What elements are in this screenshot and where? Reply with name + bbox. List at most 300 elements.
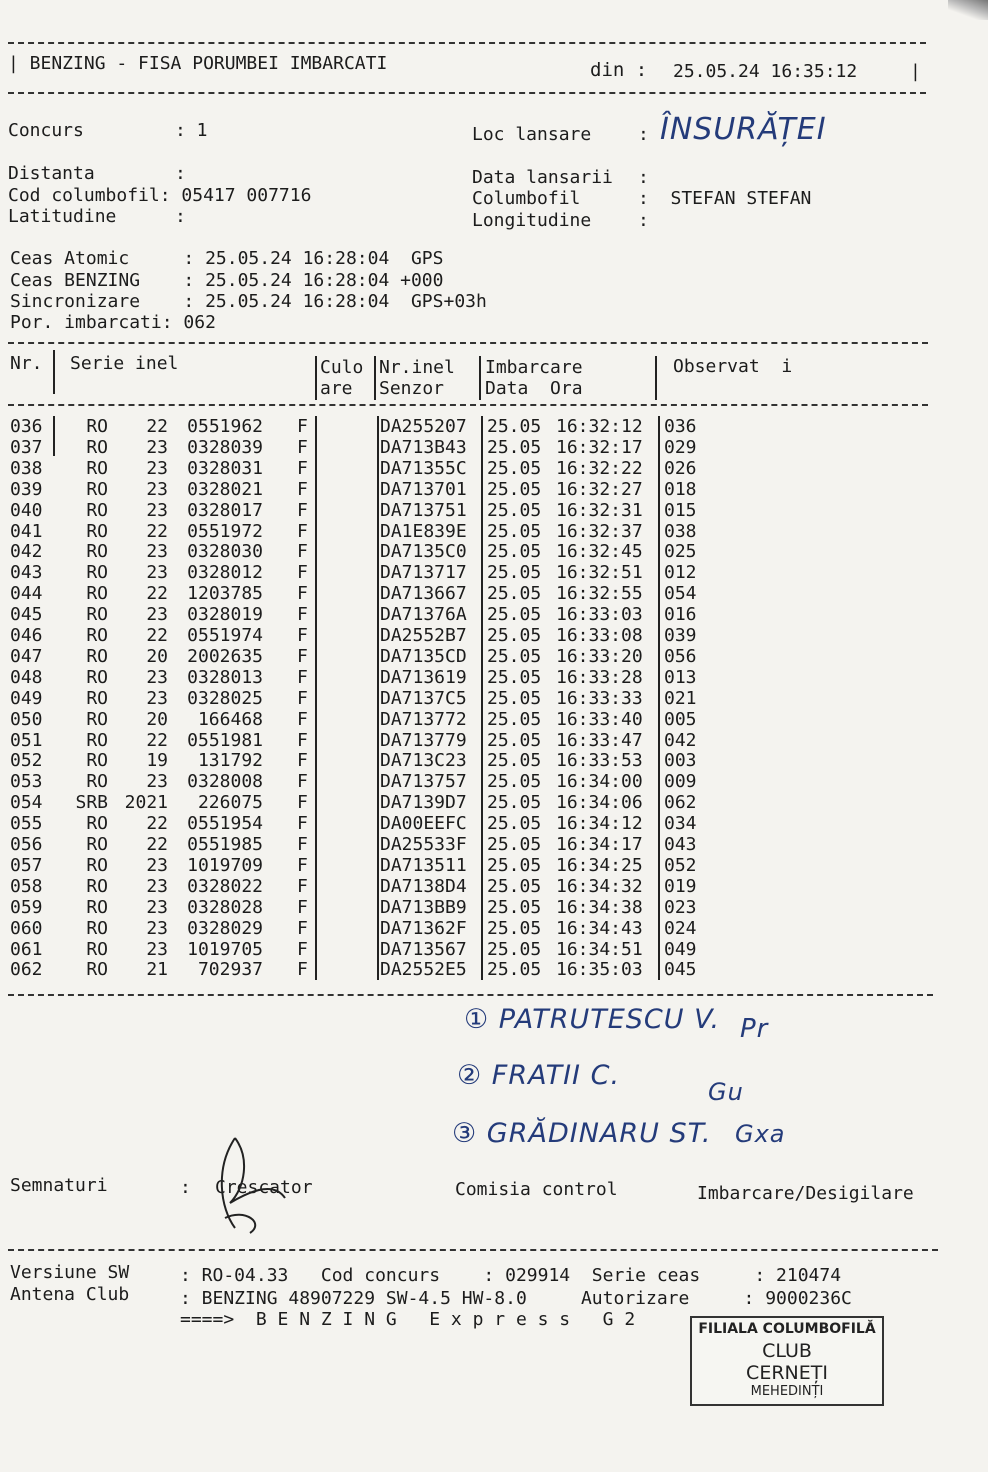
cell-year: 22 [146,729,168,751]
cell-country: RO [86,875,108,897]
columbofil-value: : STEFAN STEFAN [638,188,812,209]
cell-sensor: DA7135CD [380,645,467,667]
table-row [0,479,988,500]
cell-ring: 0328022 [187,875,263,897]
col-divider [374,356,376,400]
distanta-sep: : [175,163,186,184]
cell-ring: 226075 [197,792,263,814]
col-divider [655,356,657,400]
cell-country: RO [86,896,108,918]
col-divider [377,416,379,980]
cell-country: RO [86,478,108,500]
cell-date: 25.05 [487,583,542,605]
cell-sensor: DA713C23 [380,750,467,772]
cell-sex: F [297,771,308,793]
commission-member-2: ② FRATII C. [457,1060,621,1091]
cell-year: 22 [146,834,168,855]
cell-ring: 0328029 [187,917,263,939]
cell-sensor: DA7135C0 [380,541,467,563]
cell-time: 16:33:08 [556,625,643,646]
cell-country: RO [86,666,108,688]
cell-sensor: DA2552E5 [380,959,467,981]
cell-year: 23 [146,499,168,521]
cell-date: 25.05 [487,729,542,751]
cell-sex: F [297,708,308,730]
cell-date: 25.05 [487,416,542,437]
commission-member-1: ① PATRUTESCU V. [464,1004,721,1035]
cell-time: 16:34:00 [556,771,643,793]
cell-nr: 046 [10,625,43,646]
cell-sensor: DA7139D7 [380,792,467,814]
cell-time: 16:32:37 [556,520,643,542]
cell-sex: F [297,645,308,667]
cell-year: 23 [146,917,168,939]
col-divider [315,416,317,980]
cell-code: 023 [664,896,697,918]
cell-nr: 043 [10,562,43,584]
paper-corner-fold [948,0,988,20]
pigeon-table [0,416,988,986]
table-row [0,562,988,583]
cell-sex: F [297,750,308,772]
cell-country: RO [86,416,108,437]
semnaturi-label: Semnaturi [10,1175,108,1196]
cell-year: 23 [146,541,168,563]
cell-sex: F [297,436,308,458]
cell-year: 23 [146,604,168,626]
table-row [0,416,988,437]
cell-sensor: DA713717 [380,562,467,584]
cell-ring: 131792 [197,750,263,772]
cell-code: 049 [664,938,697,960]
cell-nr: 042 [10,541,43,563]
cell-code: 026 [664,457,697,479]
cell-date: 25.05 [487,687,542,709]
cell-sex: F [297,541,308,563]
columbofil-label: Columbofil [472,188,581,209]
table-row [0,959,988,980]
cell-date: 25.05 [487,813,542,835]
table-row [0,688,988,709]
table-row [0,667,988,688]
concurs-value: : 1 [175,120,208,141]
cell-date: 25.05 [487,625,542,646]
cell-date: 25.05 [487,499,542,521]
cell-sex: F [297,625,308,646]
cell-year: 23 [146,875,168,897]
cell-date: 25.05 [487,457,542,479]
cell-time: 16:32:31 [556,499,643,521]
cell-time: 16:32:12 [556,416,643,437]
col-header-nrinel-1: Nr.inel [379,357,455,378]
col-header-nr: Nr. [10,353,43,374]
cell-time: 16:34:12 [556,813,643,835]
header-end-bar: | [910,61,921,82]
col-header-serie: Serie inel [70,353,179,374]
col-header-culoare-2: are [320,378,353,399]
cell-nr: 054 [10,792,43,814]
divider [8,342,928,344]
cell-country: RO [86,813,108,835]
col-divider [53,416,55,456]
cell-time: 16:34:32 [556,875,643,897]
cell-ring: 2002635 [187,645,263,667]
table-row [0,583,988,604]
cell-time: 16:32:51 [556,562,643,584]
cell-ring: 0328019 [187,604,263,626]
cell-country: RO [86,457,108,479]
cell-sex: F [297,917,308,939]
col-header-imbarcare-2: Data Ora [485,378,583,399]
col-header-nrinel-2: Senzor [379,378,445,399]
commission-member-3: ③ GRĂDINARU ST. [452,1118,712,1149]
cell-date: 25.05 [487,896,542,918]
loc-lansare-label: Loc lansare [472,124,592,145]
cell-date: 25.05 [487,750,542,772]
cell-code: 024 [664,917,697,939]
col-divider [479,356,481,400]
longitudine-sep: : [638,210,649,231]
cell-ring: 0551985 [187,834,263,855]
cell-time: 16:34:25 [556,854,643,876]
table-row [0,750,988,771]
cell-time: 16:34:51 [556,938,643,960]
cell-nr: 050 [10,708,43,730]
cell-sensor: DA713667 [380,583,467,605]
crescator-signature [205,1128,295,1238]
porumbei-imbarcati: Por. imbarcati: 062 [10,312,216,333]
cell-date: 25.05 [487,666,542,688]
cell-country: RO [86,520,108,542]
cell-sensor: DA713619 [380,666,467,688]
cell-nr: 041 [10,520,43,542]
cell-sex: F [297,520,308,542]
signature-3-scribble: Gxa [735,1120,786,1148]
cell-ring: 0551972 [187,520,263,542]
cell-nr: 037 [10,436,43,458]
col-header-observatii: Observat i [673,356,793,377]
table-row [0,500,988,521]
cell-ring: 702937 [197,959,263,981]
table-row [0,876,988,897]
cell-year: 23 [146,938,168,960]
cell-code: 029 [664,436,697,458]
cell-sensor: DA713B43 [380,436,467,458]
cell-ring: 0328021 [187,478,263,500]
cell-ring: 0328025 [187,687,263,709]
cell-sex: F [297,687,308,709]
table-row [0,541,988,562]
cell-sex: F [297,959,308,981]
cell-code: 042 [664,729,697,751]
cell-nr: 058 [10,875,43,897]
table-row [0,458,988,479]
table-row [0,730,988,751]
cell-time: 16:32:55 [556,583,643,605]
divider [8,994,933,996]
cell-year: 22 [146,625,168,646]
cell-year: 22 [146,813,168,835]
cell-sensor: DA713BB9 [380,896,467,918]
cell-country: RO [86,499,108,521]
cell-country: RO [86,729,108,751]
semnaturi-sep: : [180,1177,191,1198]
cell-ring: 1019709 [187,854,263,876]
cell-time: 16:33:40 [556,708,643,730]
cell-code: 018 [664,478,697,500]
document-title: | BENZING - FISA PORUMBEI IMBARCATI [8,53,388,74]
cell-year: 2021 [124,792,168,814]
data-lansarii-label: Data lansarii [472,167,613,188]
table-row [0,771,988,792]
header-datetime: 25.05.24 16:35:12 [673,61,858,82]
crescator-label: Crescator [215,1177,313,1198]
signature-2-scribble: Gu [708,1078,744,1106]
table-row [0,625,988,646]
cell-code: 012 [664,562,697,584]
cell-ring: 0328013 [187,666,263,688]
cell-time: 16:34:43 [556,917,643,939]
cell-country: RO [86,436,108,458]
cell-ring: 0551981 [187,729,263,751]
cell-year: 20 [146,708,168,730]
cell-nr: 060 [10,917,43,939]
divider [8,404,928,406]
cell-country: RO [86,541,108,563]
cell-code: 043 [664,834,697,855]
data-lansarii-sep: : [638,167,649,188]
table-row [0,604,988,625]
cell-code: 062 [664,792,697,814]
cell-sensor: DA2552B7 [380,625,467,646]
table-row [0,709,988,730]
signature-1-scribble: Pr [740,1014,769,1044]
cell-sensor: DA713772 [380,708,467,730]
cell-date: 25.05 [487,938,542,960]
cell-ring: 0328028 [187,896,263,918]
cell-sensor: DA255207 [380,416,467,437]
cell-nr: 047 [10,645,43,667]
cell-time: 16:33:33 [556,687,643,709]
cell-country: RO [86,645,108,667]
cell-code: 009 [664,771,697,793]
cell-time: 16:34:06 [556,792,643,814]
stamp-line-4: MEHEDINȚI [750,1384,824,1399]
cell-sex: F [297,478,308,500]
cell-sensor: DA713511 [380,854,467,876]
cell-sensor: DA71362F [380,917,467,939]
cell-country: RO [86,708,108,730]
cell-sex: F [297,416,308,437]
cell-sensor: DA713779 [380,729,467,751]
cell-sensor: DA25533F [380,834,467,855]
table-row [0,855,988,876]
cell-year: 20 [146,645,168,667]
table-row [0,813,988,834]
cell-country: RO [86,625,108,646]
cell-nr: 052 [10,750,43,772]
table-row [0,897,988,918]
cell-code: 056 [664,645,697,667]
table-row [0,646,988,667]
cell-sex: F [297,938,308,960]
cell-code: 016 [664,604,697,626]
cell-year: 22 [146,583,168,605]
cell-nr: 048 [10,666,43,688]
cell-time: 16:34:17 [556,834,643,855]
distanta-label: Distanta [8,163,95,184]
concurs-label: Concurs [8,120,84,141]
cell-time: 16:32:45 [556,541,643,563]
cod-columbofil: Cod columbofil: 05417 007716 [8,185,312,206]
cell-date: 25.05 [487,959,542,981]
cell-code: 005 [664,708,697,730]
antena-label: Antena Club [10,1284,130,1305]
cell-sensor: DA7138D4 [380,875,467,897]
cell-code: 039 [664,625,697,646]
col-divider [658,416,660,980]
latitudine-label: Latitudine [8,206,117,227]
cell-ring: 166468 [197,708,263,730]
cell-code: 036 [664,416,697,437]
cell-date: 25.05 [487,604,542,626]
cell-year: 22 [146,416,168,437]
cell-sensor: DA71376A [380,604,467,626]
cell-nr: 062 [10,959,43,981]
cell-nr: 053 [10,771,43,793]
col-divider [481,416,483,980]
table-row [0,792,988,813]
cell-ring: 0328030 [187,541,263,563]
cell-code: 054 [664,583,697,605]
cell-sex: F [297,875,308,897]
cell-sex: F [297,834,308,855]
cell-nr: 040 [10,499,43,521]
cell-year: 21 [146,959,168,981]
cell-nr: 038 [10,457,43,479]
table-row [0,521,988,542]
cell-time: 16:32:27 [556,478,643,500]
cell-nr: 036 [10,416,43,437]
table-row [0,834,988,855]
col-divider [53,350,55,394]
cell-country: RO [86,750,108,772]
cell-time: 16:35:03 [556,959,643,981]
cell-ring: 1203785 [187,583,263,605]
cell-date: 25.05 [487,834,542,855]
cell-nr: 055 [10,813,43,835]
cell-nr: 059 [10,896,43,918]
cell-sensor: DA00EEFC [380,813,467,835]
cell-time: 16:32:17 [556,436,643,458]
cell-sex: F [297,792,308,814]
cell-time: 16:33:47 [556,729,643,751]
cell-country: SRB [75,792,108,814]
cell-date: 25.05 [487,771,542,793]
cell-country: RO [86,834,108,855]
cell-code: 021 [664,687,697,709]
stamp-line-3: CERNEȚI [746,1362,828,1384]
club-stamp [690,1316,884,1406]
cell-code: 003 [664,750,697,772]
cell-ring: 1019705 [187,938,263,960]
cell-date: 25.05 [487,708,542,730]
divider [8,92,926,94]
cell-country: RO [86,583,108,605]
cell-time: 16:33:28 [556,666,643,688]
cell-code: 013 [664,666,697,688]
cell-nr: 039 [10,478,43,500]
stamp-line-1: FILIALA COLUMBOFILĂ [698,1321,876,1337]
cell-ring: 0328017 [187,499,263,521]
cell-time: 16:33:53 [556,750,643,772]
cell-year: 23 [146,771,168,793]
din-label: din : [590,59,648,81]
cell-sex: F [297,729,308,751]
cell-date: 25.05 [487,478,542,500]
cell-sex: F [297,583,308,605]
cell-code: 019 [664,875,697,897]
cell-country: RO [86,604,108,626]
table-row [0,918,988,939]
versiune-line: : RO-04.33 Cod concurs : 029914 Serie ceas : 210474 [180,1265,842,1286]
cell-nr: 061 [10,938,43,960]
cell-nr: 057 [10,854,43,876]
cell-ring: 0551974 [187,625,263,646]
divider [8,42,926,44]
cell-sensor: DA713751 [380,499,467,521]
cell-sensor: DA7137C5 [380,687,467,709]
cell-year: 22 [146,520,168,542]
cell-date: 25.05 [487,645,542,667]
cell-date: 25.05 [487,541,542,563]
table-row [0,939,988,960]
cell-year: 23 [146,457,168,479]
cell-code: 025 [664,541,697,563]
cell-time: 16:34:38 [556,896,643,918]
cell-year: 23 [146,436,168,458]
cell-date: 25.05 [487,854,542,876]
cell-country: RO [86,959,108,981]
longitudine-label: Longitudine [472,210,592,231]
cell-date: 25.05 [487,875,542,897]
cell-nr: 045 [10,604,43,626]
cell-year: 19 [146,750,168,772]
latitudine-sep: : [175,206,186,227]
cell-sensor: DA713701 [380,478,467,500]
comisia-label: Comisia control [455,1179,618,1200]
sincronizare: Sincronizare : 25.05.24 16:28:04 GPS+03h [10,291,487,312]
cell-sex: F [297,604,308,626]
cell-year: 23 [146,562,168,584]
cell-ring: 0551962 [187,416,263,437]
cell-country: RO [86,687,108,709]
cell-ring: 0551954 [187,813,263,835]
ceas-benzing: Ceas BENZING : 25.05.24 16:28:04 +000 [10,270,444,291]
cell-nr: 051 [10,729,43,751]
cell-ring: 0328039 [187,436,263,458]
cell-date: 25.05 [487,520,542,542]
cell-ring: 0328031 [187,457,263,479]
cell-date: 25.05 [487,792,542,814]
cell-code: 015 [664,499,697,521]
cell-sex: F [297,813,308,835]
cell-sensor: DA713567 [380,938,467,960]
cell-country: RO [86,917,108,939]
col-header-imbarcare-1: Imbarcare [485,357,583,378]
cell-sex: F [297,457,308,479]
cell-nr: 044 [10,583,43,605]
